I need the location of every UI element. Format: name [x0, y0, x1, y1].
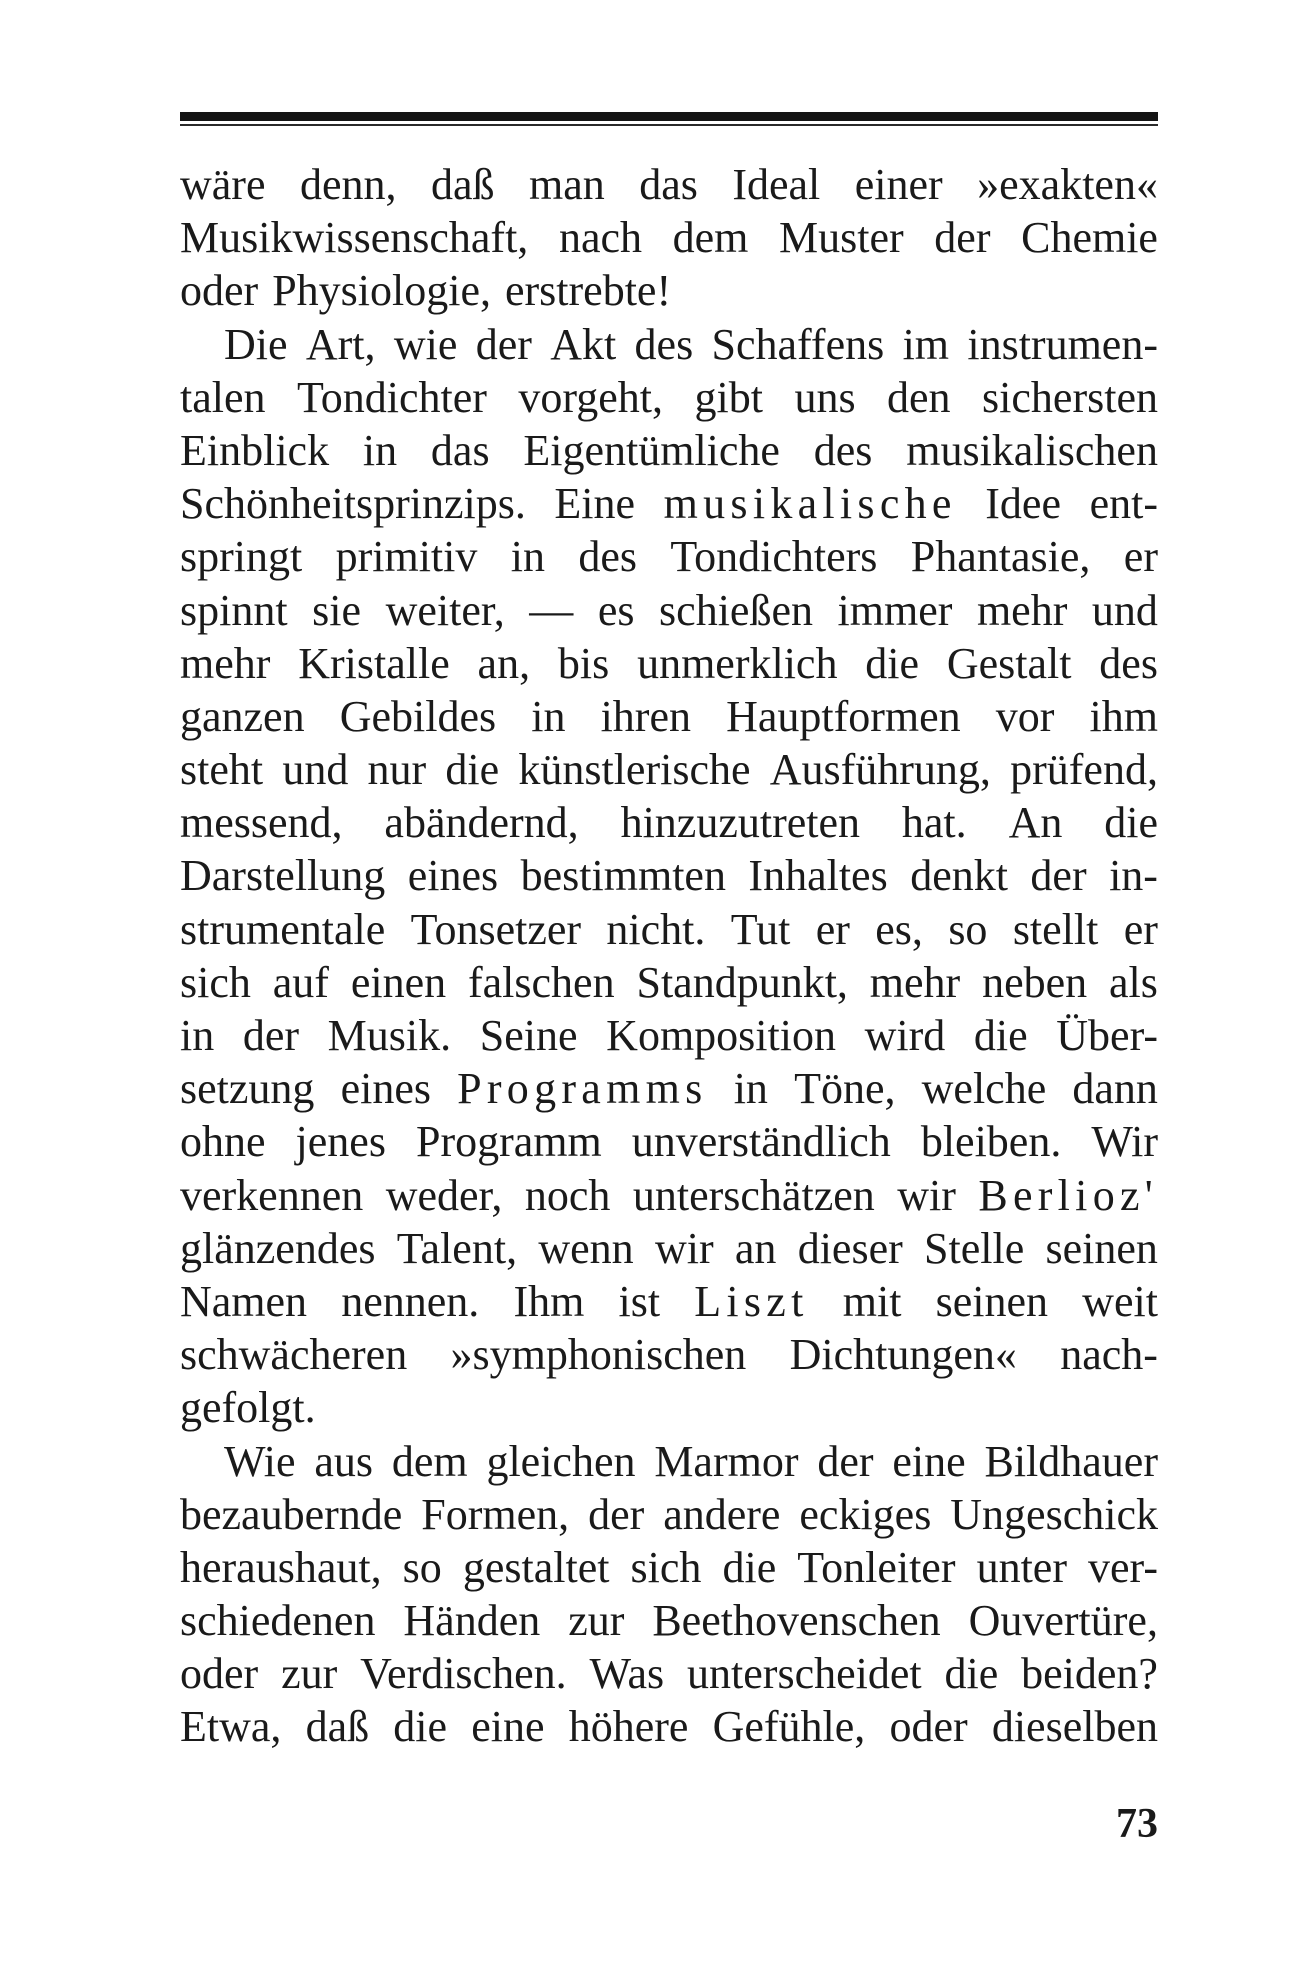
word: die	[865, 638, 920, 688]
word: spinnt	[180, 585, 288, 635]
text-line	[180, 1435, 1158, 1488]
word: in	[510, 532, 545, 582]
word: —	[529, 585, 574, 635]
word: Etwa,	[180, 1702, 282, 1752]
word: ent-	[1089, 479, 1158, 529]
word: Bildhauer	[984, 1436, 1158, 1486]
text-line	[180, 1115, 1158, 1168]
word: künstlerische	[518, 745, 751, 795]
text-line	[180, 1328, 1158, 1381]
word: des	[813, 425, 873, 475]
word: weiter,	[385, 585, 505, 635]
word: seinen	[935, 1276, 1049, 1326]
word: bleiben.	[920, 1117, 1062, 1167]
word: Tut	[730, 904, 791, 954]
word: gibt	[694, 372, 763, 422]
word: gestaltet	[462, 1542, 610, 1592]
word: andere	[663, 1489, 781, 1539]
word: wird	[864, 1011, 946, 1060]
text-line	[180, 690, 1158, 743]
word: die	[393, 1702, 448, 1752]
word: in	[362, 425, 398, 475]
word: Talent,	[396, 1223, 518, 1273]
word: zur	[281, 1649, 338, 1699]
word: beiden?	[1021, 1649, 1158, 1699]
word: Physiologie,	[272, 266, 491, 316]
word: nicht.	[606, 904, 706, 954]
word: und	[282, 745, 349, 795]
text-line	[180, 956, 1158, 1009]
word: ver-	[1088, 1542, 1158, 1592]
word: noch	[524, 1170, 611, 1220]
word: setzung	[180, 1064, 315, 1114]
word: Was	[589, 1649, 665, 1699]
word: »exakten«	[977, 160, 1158, 209]
text-line	[180, 318, 1158, 371]
word: Händen	[403, 1596, 541, 1646]
text-line	[180, 211, 1158, 264]
word: den	[887, 372, 951, 422]
word: schwächeren	[180, 1330, 408, 1380]
word: oder	[889, 1702, 968, 1752]
word: der	[242, 1011, 300, 1060]
word: vor	[995, 691, 1055, 741]
word: Eigentümliche	[523, 425, 780, 475]
word: uns	[794, 372, 856, 422]
word: er	[1123, 904, 1158, 954]
word: wenn	[538, 1223, 634, 1273]
word: ganzen	[180, 691, 305, 741]
word: denn,	[299, 160, 397, 209]
word: wir	[897, 1170, 956, 1220]
word: heraushaut,	[180, 1542, 382, 1592]
text-line	[180, 1700, 1158, 1753]
word: Eine	[554, 479, 636, 529]
word: erstrebte!	[504, 266, 672, 316]
word: weit	[1082, 1276, 1158, 1326]
word: glänzendes	[180, 1223, 376, 1273]
word: sie	[312, 585, 362, 635]
word: aus	[314, 1436, 374, 1486]
text-line	[180, 371, 1158, 424]
word: »symphonischen	[450, 1330, 747, 1380]
word: der	[588, 1489, 645, 1539]
header-rule	[180, 112, 1158, 121]
word: Schönheitsprinzips.	[180, 479, 526, 529]
word: Chemie	[1021, 213, 1158, 263]
word: der	[934, 213, 991, 263]
text-line	[180, 637, 1158, 690]
word: oder	[180, 1649, 259, 1699]
word: Ideal	[732, 160, 821, 209]
word: primitiv	[335, 532, 478, 582]
word: des	[578, 532, 637, 582]
word: ihm	[1089, 691, 1158, 741]
word: die	[722, 1542, 777, 1592]
word: Die	[224, 319, 288, 369]
word: dem	[391, 1436, 468, 1486]
text-line	[180, 584, 1158, 637]
word: Komposition	[606, 1011, 836, 1060]
word: musikalische	[663, 479, 957, 529]
word: neben	[982, 957, 1088, 1007]
word: der	[1030, 851, 1087, 901]
word: nennen.	[341, 1276, 480, 1326]
word: Marmor	[654, 1436, 799, 1486]
word: Gefühle,	[712, 1702, 866, 1752]
word: Akt	[550, 319, 617, 369]
word: ohne	[180, 1117, 266, 1167]
text-line	[180, 158, 1158, 211]
word: der	[817, 1436, 874, 1486]
word: bis	[557, 638, 610, 688]
text-line	[180, 1594, 1158, 1647]
word: eine	[892, 1436, 966, 1486]
word: wäre	[180, 160, 266, 209]
word: nach	[558, 213, 642, 263]
body-text	[180, 158, 1158, 1754]
word: im	[902, 319, 950, 369]
word: unverständlich	[631, 1117, 891, 1167]
word: musikalischen	[906, 425, 1158, 475]
word: steht	[180, 745, 264, 795]
word: Programms	[457, 1064, 708, 1114]
word: höhere	[568, 1702, 689, 1752]
word: talen	[180, 372, 266, 422]
text-line	[180, 743, 1158, 796]
word: Gebildes	[339, 691, 497, 741]
word: unterscheidet	[687, 1649, 922, 1699]
word: auf	[272, 957, 329, 1007]
word: vorgeht,	[518, 372, 664, 422]
word: Inhaltes	[748, 851, 888, 901]
word: prüfend,	[1010, 745, 1158, 795]
word: so	[948, 904, 988, 954]
text-line	[180, 530, 1158, 583]
word: gefolgt.	[180, 1383, 316, 1433]
text-line	[180, 1381, 1158, 1434]
word: Berlioz'	[978, 1170, 1158, 1220]
word: Ungeschick	[950, 1489, 1158, 1539]
word: Seine	[479, 1011, 578, 1060]
word: welche	[921, 1064, 1047, 1114]
word: es,	[875, 904, 923, 954]
word: Einblick	[180, 425, 330, 475]
text-line	[180, 477, 1158, 530]
word: An	[1008, 798, 1063, 848]
word: das	[639, 160, 698, 209]
word: sich	[630, 1542, 702, 1592]
word: springt	[180, 532, 303, 582]
word: er	[815, 904, 850, 954]
word: ist	[618, 1276, 661, 1326]
word: Standpunkt,	[636, 957, 848, 1007]
word: schießen	[659, 585, 813, 635]
page-number: 73	[1116, 1801, 1158, 1847]
word: eines	[340, 1064, 431, 1114]
word: Gestalt	[946, 638, 1072, 688]
word: Kristalle	[298, 638, 450, 688]
word: jenes	[295, 1117, 386, 1167]
word: Tondichters	[670, 532, 878, 582]
word: so	[402, 1542, 442, 1592]
word: mit	[842, 1276, 902, 1326]
word: ihren	[600, 691, 691, 741]
word: daß	[430, 160, 495, 209]
word: dem	[672, 213, 749, 263]
word: Töne,	[794, 1064, 896, 1114]
text-line	[180, 264, 1158, 317]
word: Beethovenschen	[652, 1596, 941, 1646]
word: Phantasie,	[910, 532, 1091, 582]
word: wie	[393, 319, 458, 369]
text-line	[180, 424, 1158, 477]
word: Tonsetzer	[410, 904, 582, 954]
word: an,	[477, 638, 531, 688]
word: Namen	[180, 1276, 308, 1326]
word: verkennen	[180, 1170, 364, 1220]
word: nur	[367, 745, 427, 795]
word: des	[634, 319, 694, 369]
text-line	[180, 796, 1158, 849]
word: eckiges	[799, 1489, 932, 1539]
word: man	[528, 160, 605, 209]
word: abändernd,	[384, 798, 579, 848]
text-line	[180, 1647, 1158, 1700]
word: Idee	[985, 479, 1061, 529]
word: er	[1123, 532, 1158, 582]
word: mehr	[869, 957, 961, 1007]
word: in	[180, 1011, 215, 1060]
word: stellt	[1012, 904, 1099, 954]
word: als	[1109, 957, 1158, 1007]
word: daß	[305, 1702, 370, 1752]
word: dann	[1072, 1064, 1158, 1114]
word: oder	[180, 266, 259, 316]
word: hat.	[901, 798, 967, 848]
word: Hauptformen	[726, 691, 961, 741]
word: Schaffens	[711, 319, 885, 369]
word: Tondichter	[296, 372, 487, 422]
header-rule-thin	[180, 124, 1158, 126]
word: Tonleiter	[797, 1542, 956, 1592]
word: und	[1091, 585, 1158, 635]
word: Musikwissenschaft,	[180, 213, 529, 263]
word: in	[733, 1064, 768, 1114]
word: eines	[407, 851, 499, 901]
word: einer	[854, 160, 943, 209]
word: sich	[180, 957, 251, 1007]
word: Ausführung,	[769, 745, 991, 795]
word: immer	[837, 585, 953, 635]
word: unterschätzen	[632, 1170, 875, 1220]
text-line	[180, 1541, 1158, 1594]
text-line	[180, 1222, 1158, 1275]
word: sichersten	[982, 372, 1158, 422]
word: seinen	[1045, 1223, 1158, 1273]
word: mehr	[976, 585, 1068, 635]
word: weder,	[385, 1170, 503, 1220]
word: mehr	[180, 638, 271, 688]
word: unmerklich	[637, 638, 838, 688]
word: eine	[471, 1702, 545, 1752]
word: die	[445, 745, 500, 795]
word: Wir	[1091, 1117, 1158, 1167]
word: Stelle	[924, 1223, 1025, 1273]
word: Formen,	[421, 1489, 570, 1539]
word: Programm	[415, 1117, 602, 1167]
word: gleichen	[486, 1436, 636, 1486]
word: Ihm	[513, 1276, 585, 1326]
word: nach-	[1060, 1330, 1158, 1380]
word: Verdischen.	[360, 1649, 567, 1699]
word: bestimmten	[520, 851, 726, 901]
word: Darstellung	[180, 851, 386, 901]
word: Liszt	[694, 1276, 809, 1326]
word: Wie	[224, 1436, 296, 1486]
text-line	[180, 1488, 1158, 1541]
word: die	[944, 1649, 999, 1699]
word: die	[1104, 798, 1158, 848]
word: bezaubernde	[180, 1489, 403, 1539]
word: der	[475, 319, 532, 369]
word: denkt	[910, 851, 1008, 901]
word: in-	[1109, 851, 1158, 901]
word: die	[973, 1011, 1028, 1060]
word: wir	[654, 1223, 714, 1273]
word: hinzuzutreten	[620, 798, 861, 848]
word: strumentale	[180, 904, 386, 954]
word: messend,	[180, 798, 343, 848]
word: Muster	[779, 213, 904, 263]
text-line	[180, 903, 1158, 956]
word: Dichtungen«	[789, 1330, 1017, 1380]
text-line	[180, 1169, 1158, 1222]
word: dieser	[797, 1223, 903, 1273]
word: schiedenen	[180, 1596, 376, 1646]
word: Über-	[1056, 1011, 1158, 1060]
word: dieselben	[991, 1702, 1158, 1752]
word: Musik.	[327, 1011, 452, 1060]
word: Art,	[305, 319, 376, 369]
word: zur	[568, 1596, 625, 1646]
word: in	[531, 691, 566, 741]
word: des	[1099, 638, 1158, 688]
text-line	[180, 1275, 1158, 1328]
word: instrumen-	[967, 319, 1158, 369]
text-line	[180, 849, 1158, 902]
word: einen	[350, 957, 447, 1007]
word: das	[430, 425, 490, 475]
word: es	[597, 585, 635, 635]
text-line	[180, 1062, 1158, 1115]
word: an	[734, 1223, 777, 1273]
word: unter	[976, 1542, 1067, 1592]
word: Ouvertüre,	[968, 1596, 1158, 1646]
word: falschen	[468, 957, 615, 1007]
text-line	[180, 1009, 1158, 1062]
